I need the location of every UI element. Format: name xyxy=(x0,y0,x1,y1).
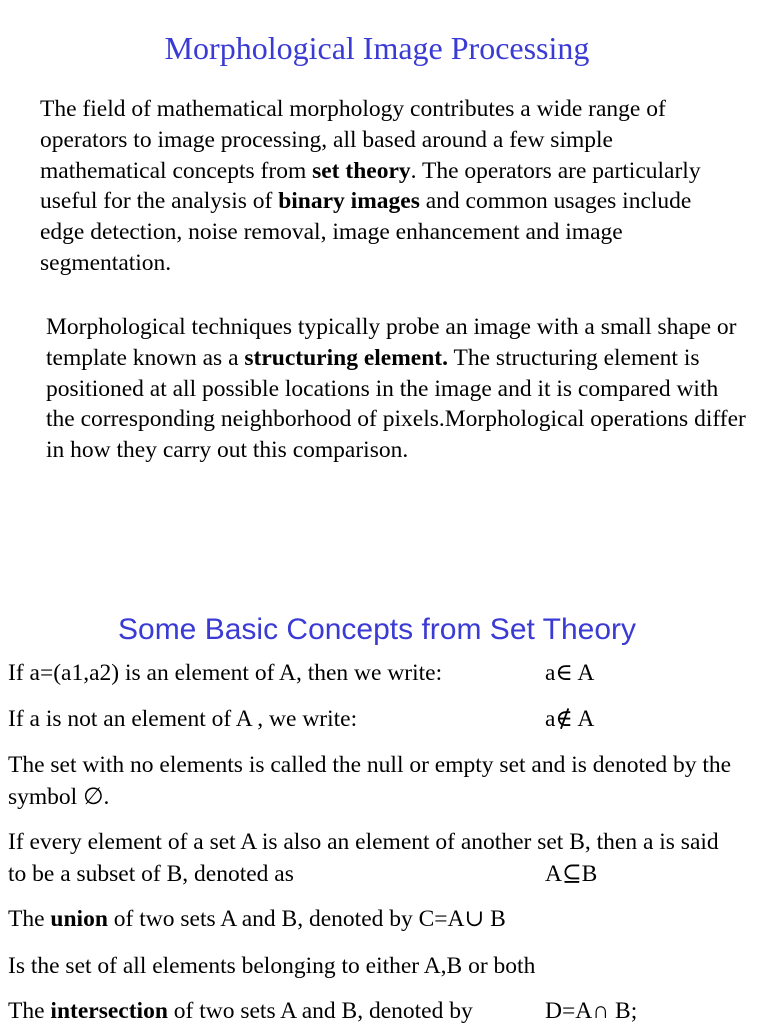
slide-title-morphological: Morphological Image Processing xyxy=(164,30,590,66)
union-term: union xyxy=(50,906,108,932)
binary-images-term: binary images xyxy=(278,188,420,215)
not-element-of-line xyxy=(8,703,595,735)
slide-title-set-theory: Some Basic Concepts from Set Theory xyxy=(118,613,636,646)
intersection-text-2: of two sets A and B, denoted by xyxy=(167,998,473,1024)
intersection-line xyxy=(8,995,638,1027)
structuring-text-2: The structuring element is positioned at all possible locations in the image and it is compared with the corresponding neighborhood of pixels.Morphological operations differ in how they carry out this comparison. xyxy=(46,344,746,464)
element-of-notation: a∈ A xyxy=(545,660,595,686)
element-of-text: If a=(a1,a2) is an element of A, then we write: xyxy=(8,660,443,686)
subset-text: If every element of a set A is also an element of another set B, then a is said to be a subset of B, denoted as xyxy=(8,829,719,887)
intro-paragraph xyxy=(40,94,740,279)
subset-paragraph xyxy=(8,826,738,890)
intersection-term: intersection xyxy=(50,998,168,1024)
structuring-paragraph xyxy=(46,312,746,466)
intro-text-2: . The operators are particularly useful for the analysis of xyxy=(40,157,701,215)
union-text-2: of two sets A and B, denoted by C=A∪ B xyxy=(107,906,506,932)
intersection-text-1: The xyxy=(8,998,51,1024)
intro-text-1: The field of mathematical morphology contributes a wide range of operators to image processing, all based around a few simple mathematical concepts from xyxy=(40,96,666,184)
set-theory-term: set theory xyxy=(312,157,411,184)
intersection-notation: D=A∩ B; xyxy=(545,998,638,1024)
structuring-text-1: Morphological techniques typically probe an image with a small shape or template known as a xyxy=(46,314,737,371)
union-description: Is the set of all elements belonging to either A,B or both xyxy=(8,953,536,979)
union-line xyxy=(8,903,506,935)
element-of-line xyxy=(8,657,595,689)
not-element-of-notation: a∉ A xyxy=(545,706,595,732)
not-element-of-text: If a is not an element of A , we write: xyxy=(8,706,358,732)
subset-notation: A⊆B xyxy=(545,861,598,887)
structuring-element-term: structuring element. xyxy=(244,344,449,371)
union-text-1: The xyxy=(8,906,51,932)
empty-set-paragraph: The set with no elements is called the null or empty set and is denoted by the symbol ∅. xyxy=(8,752,732,810)
intro-text-3: and common usages include edge detection, noise removal, image enhancement and image segmentation. xyxy=(40,188,692,276)
